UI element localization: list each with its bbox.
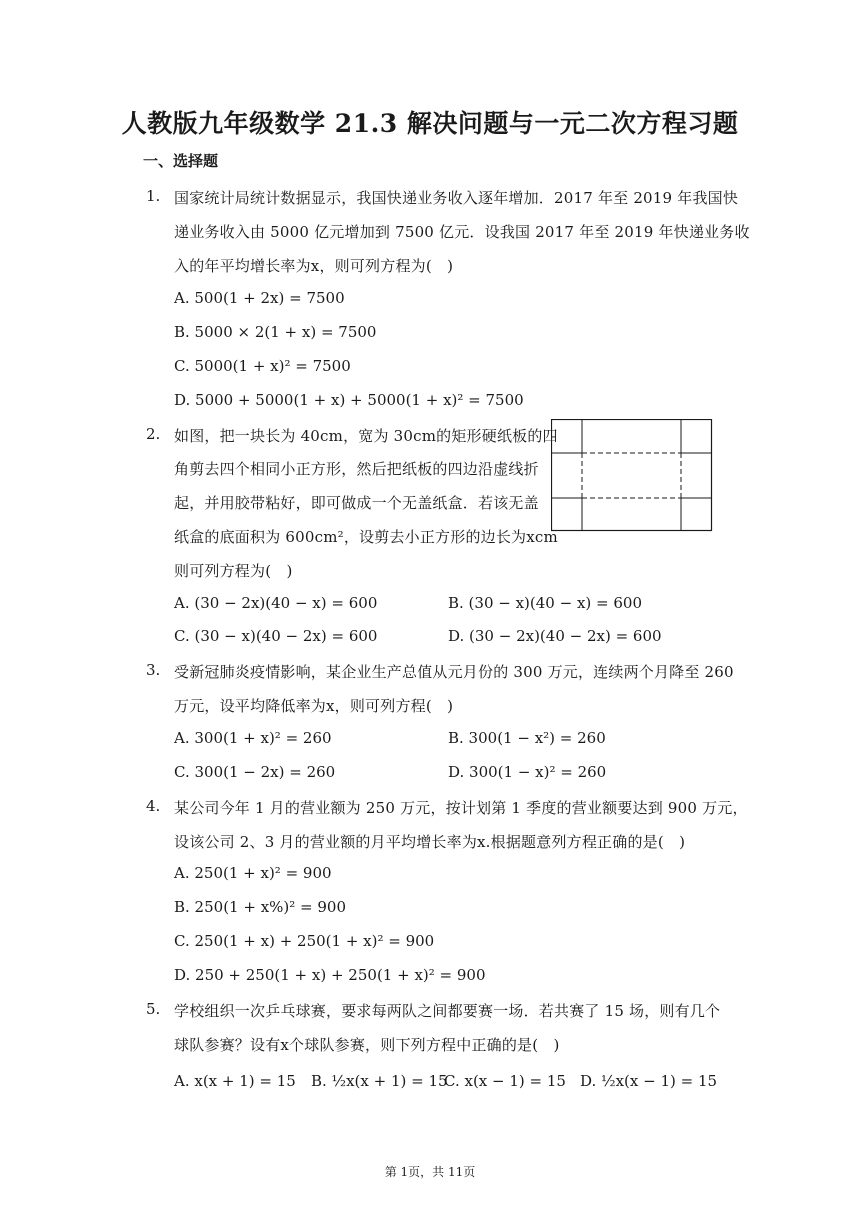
question-text-line: 国家统计局统计数据显示，我国快递业务收入逐年增加．2017 年至 2019 年我国快 — [174, 189, 739, 207]
answer-option: C. 5000(1 + x)² = 7500 — [174, 357, 351, 375]
answer-option: B. 5000 × 2(1 + x) = 7500 — [174, 323, 377, 341]
answer-option: C. 300(1 − 2x) = 260 — [174, 763, 336, 781]
answer-option: D. 250 + 250(1 + x) + 250(1 + x)² = 900 — [174, 966, 486, 984]
answer-option: B. 250(1 + x%)² = 900 — [174, 898, 347, 916]
answer-option: D. ½x(x − 1) = 15 — [580, 1072, 718, 1090]
question-text-line: 学校组织一次乒乓球赛，要求每两队之间都要赛一场．若共赛了 15 场，则有几个 — [174, 1002, 721, 1020]
answer-option: D. 300(1 − x)² = 260 — [448, 763, 607, 781]
question-text-line: 角剪去四个相同小正方形，然后把纸板的四边沿虚线折 — [174, 460, 539, 478]
answer-option: A. 250(1 + x)² = 900 — [174, 864, 332, 882]
answer-option: C. (30 − x)(40 − 2x) = 600 — [174, 627, 378, 645]
question-text-line: 万元，设平均降低率为x，则可列方程( ) — [174, 697, 454, 715]
question-text-line: 递业务收入由 5000 亿元增加到 7500 亿元．设我国 2017 年至 2019 年快递业务收 — [174, 223, 750, 241]
question-text-line: 则可列方程为( ) — [174, 562, 293, 580]
answer-option: C. 250(1 + x) + 250(1 + x)² = 900 — [174, 932, 435, 950]
question-text-line: 入的年平均增长率为x，则可列方程为( ) — [174, 257, 454, 275]
answer-option: A. x(x + 1) = 15 — [174, 1072, 296, 1090]
answer-option: A. 300(1 + x)² = 260 — [174, 729, 332, 747]
board-outline — [552, 420, 712, 531]
answer-option: A. (30 − 2x)(40 − x) = 600 — [174, 594, 378, 612]
cardboard-figure — [551, 419, 713, 532]
answer-option: D. (30 − 2x)(40 − 2x) = 600 — [448, 627, 662, 645]
question-text-line: 受新冠肺炎疫情影响，某企业生产总值从元月份的 300 万元，连续两个月降至 260 — [174, 663, 734, 681]
answer-option: B. ½x(x + 1) = 15 — [311, 1072, 448, 1090]
question-text-line: 设该公司 2、3 月的营业额的月平均增长率为x.根据题意列方程正确的是( ) — [174, 833, 686, 851]
question-text-line: 如图，把一块长为 40cm，宽为 30cm的矩形硬纸板的四 — [174, 427, 558, 445]
question-number: 3. — [146, 661, 161, 679]
question-number: 1. — [146, 187, 161, 205]
question-text-line: 球队参赛？设有x个球队参赛，则下列方程中正确的是( ) — [174, 1036, 560, 1054]
answer-option: A. 500(1 + 2x) = 7500 — [174, 289, 345, 307]
document-title: 人教版九年级数学 21.3 解决问题与一元二次方程习题 — [121, 109, 739, 138]
page-footer: 第 1页，共 11页 — [384, 1165, 476, 1179]
answer-option: D. 5000 + 5000(1 + x) + 5000(1 + x)² = 7500 — [174, 391, 524, 409]
question-text-line: 纸盒的底面积为 600cm²，设剪去小正方形的边长为xcm — [174, 528, 558, 546]
question-text-line: 起，并用胶带粘好，即可做成一个无盖纸盒．若该无盖 — [174, 494, 539, 512]
question-number: 4. — [146, 797, 161, 815]
question-text-line: 某公司今年 1 月的营业额为 250 万元，按计划第 1 季度的营业额要达到 900 万元， — [174, 799, 748, 817]
question-number: 2. — [146, 425, 161, 443]
answer-option: B. (30 − x)(40 − x) = 600 — [448, 594, 643, 612]
question-number: 5. — [146, 1000, 161, 1018]
section-heading: 一、选择题 — [143, 152, 219, 170]
answer-option: B. 300(1 − x²) = 260 — [448, 729, 606, 747]
answer-option: C. x(x − 1) = 15 — [444, 1072, 566, 1090]
